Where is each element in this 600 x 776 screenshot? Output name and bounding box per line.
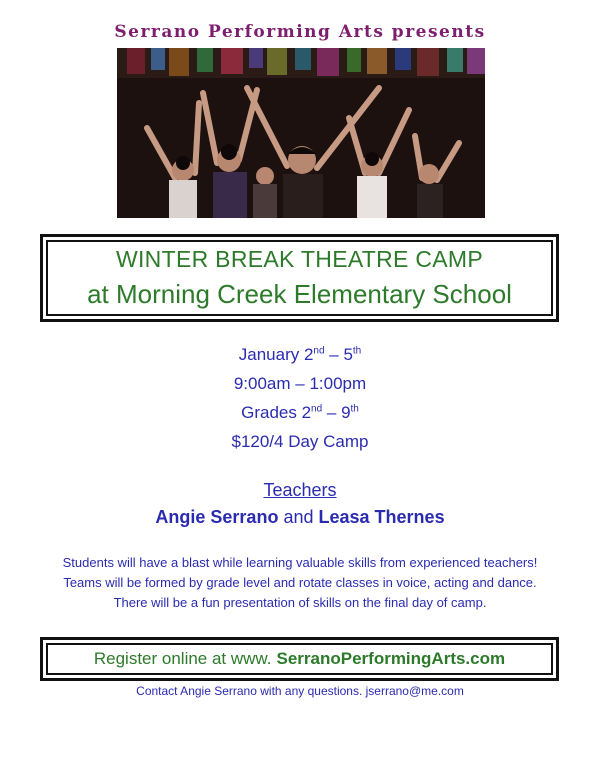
description-line: There will be a fun presentation of skills on the final day of camp. — [113, 595, 487, 610]
camp-location: at Morning Creek Elementary School — [87, 279, 512, 309]
teachers-heading: Teachers — [263, 480, 337, 500]
description-line: Students will have a blast while learning valuable skills from experienced teachers! — [62, 555, 538, 570]
description-line: Teams will be formed by grade level and rotate classes in voice, acting and dance. — [63, 575, 537, 590]
register-banner — [40, 637, 559, 681]
teacher-name: Angie Serrano — [155, 507, 279, 527]
title-banner — [40, 234, 559, 322]
camp-grades: Grades 2nd – 9th — [241, 403, 359, 422]
stage-photo — [117, 48, 485, 218]
camp-price: $120/4 Day Camp — [231, 432, 369, 451]
camp-title: WINTER BREAK THEATRE CAMP — [115, 246, 484, 272]
header-presents: Serrano Performing Arts presents — [114, 22, 486, 42]
teachers-names — [0, 507, 600, 528]
camp-description — [0, 553, 600, 613]
teacher-conjunction: and — [283, 507, 314, 527]
camp-dates: January 2nd – 5th — [238, 345, 362, 364]
register-prefix: Register online at www. — [93, 649, 272, 668]
camp-details — [0, 340, 600, 456]
register-link[interactable]: SerranoPerformingArts.com — [276, 649, 506, 668]
contact-info: Contact Angie Serrano with any questions. jserrano@me.com — [136, 684, 464, 698]
teacher-name: Leasa Thernes — [318, 507, 445, 527]
camp-time: 9:00am – 1:00pm — [233, 374, 367, 393]
stage-photo-illustration — [117, 48, 485, 218]
